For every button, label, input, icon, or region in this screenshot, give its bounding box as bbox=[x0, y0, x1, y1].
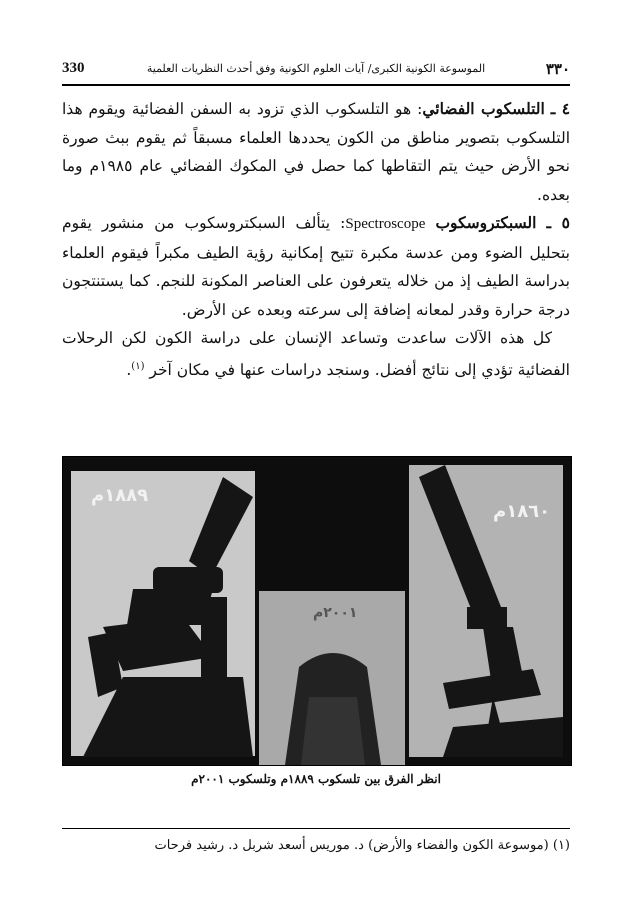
telescope-2001 bbox=[285, 653, 381, 765]
closing-period: . bbox=[126, 360, 132, 379]
item-spectroscope bbox=[62, 209, 570, 324]
footnote-reference[interactable]: (١) bbox=[131, 360, 145, 372]
year-label-2001: ٢٠٠١م bbox=[313, 605, 358, 621]
footnote-rule bbox=[62, 828, 570, 829]
telescope-photo bbox=[62, 456, 572, 766]
item-text: : يتألف السبكتروسكوب من منشور يقوم بتحليل الضوء ومن عدسة مكبرة تتيح إمكانية رؤية الطيف مكبراً فيقوم العلماء بدراسة الطيف إذ من خلاله يتعرفون على العناصر المكونة للنجم. كما يستنتجون درجة حرارة وقدر لمعانه إضافة إلى سرعته وبعده عن الأرض. bbox=[62, 214, 570, 319]
header-rule bbox=[62, 84, 570, 86]
telescope-comparison-image bbox=[63, 457, 571, 765]
page-header bbox=[62, 60, 570, 82]
item-latin-term: Spectroscope bbox=[345, 216, 426, 232]
item-term: التلسكوب الفضائي bbox=[422, 99, 545, 118]
footnote-marker: (١) bbox=[552, 838, 570, 853]
body-text bbox=[62, 95, 570, 384]
year-label-1889: ١٨٨٩م bbox=[91, 485, 149, 506]
running-title: الموسوعة الكونية الكبرى/ آيات العلوم الكونية وفق أحدث النظريات العلمية bbox=[146, 62, 486, 75]
item-telescope bbox=[62, 95, 570, 209]
footnote-text: (موسوعة الكون والفضاء والأرض) د. موريس أسعد شربل د. رشيد فرحات bbox=[154, 838, 549, 853]
page-number-latin: 330 bbox=[62, 60, 85, 76]
item-term: السبكتروسكوب bbox=[435, 213, 537, 232]
figure-caption: انظر الفرق بين تلسكوب ١٨٨٩م وتلسكوب ٢٠٠١م bbox=[191, 772, 441, 786]
closing-text: كل هذه الآلات ساعدت وتساعد الإنسان على دراسة الكون لكن الرحلات الفضائية تؤدي إلى نتائج أفضل. وسنجد دراسات عنها في مكان آخر bbox=[62, 329, 570, 379]
closing-paragraph bbox=[62, 324, 570, 384]
page-number-arabic: ٣٣٠ bbox=[545, 60, 570, 78]
footnote bbox=[62, 838, 570, 853]
year-label-1860: ١٨٦٠م bbox=[493, 501, 551, 522]
item-text: : هو التلسكوب الذي تزود به السفن الفضائية ويقوم هذا التلسكوب بتصوير مناطق من الكون يحددها العلماء مسبقاً ثم يقوم ببث صورة نحو الأرض حيث يتم التقاطها كما حصل في المكوك الفضائي عام ١٩٨٥م وما بعده. bbox=[62, 100, 570, 204]
item-number: ٥ ـ bbox=[546, 213, 570, 232]
item-number: ٤ ـ bbox=[550, 99, 571, 118]
